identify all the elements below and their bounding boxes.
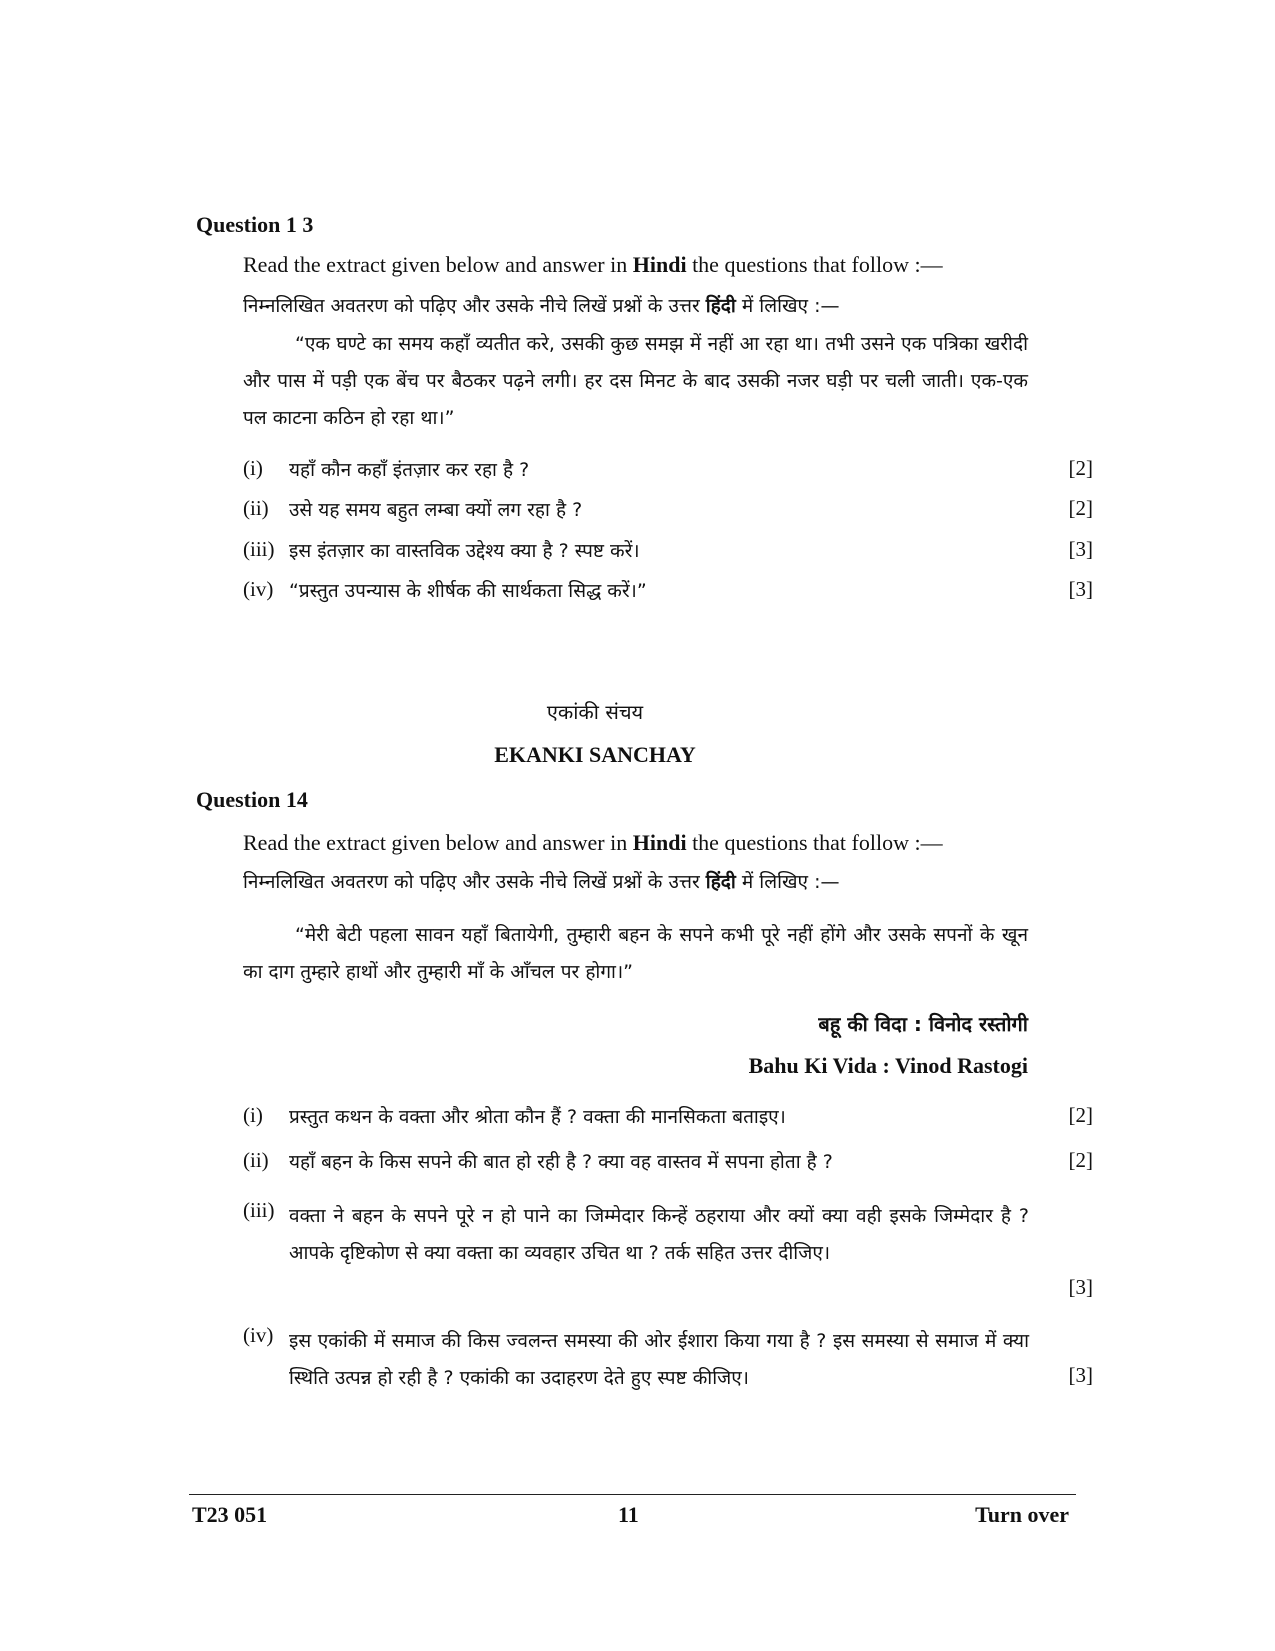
- section-title-english: EKANKI SANCHAY: [494, 742, 696, 767]
- question-text: यहाँ बहन के किस सपने की बात हो रही है ? क्या वह वास्तव में सपना होता है ?: [289, 1151, 833, 1173]
- paper-code: T23 051: [192, 1502, 268, 1527]
- question-text: “प्रस्तुत उपन्यास के शीर्षक की सार्थकता सिद्ध करें।”: [289, 580, 647, 602]
- question-13-heading: Question 1 3: [196, 212, 314, 237]
- question-text: प्रस्तुत कथन के वक्ता और श्रोता कौन हैं ? वक्ता की मानसिकता बताइए।: [289, 1106, 786, 1128]
- question-marks: [2]: [1068, 456, 1093, 480]
- question-marks: [2]: [1068, 1103, 1093, 1127]
- question-number: (ii): [243, 1148, 269, 1172]
- question-number: (iv): [243, 1323, 274, 1347]
- question-number: (iv): [243, 577, 274, 601]
- question-number: (i): [243, 1103, 263, 1127]
- question-text: इस इंतज़ार का वास्तविक उद्देश्य क्या है ? स्पष्ट करें।: [289, 540, 640, 562]
- question-marks: [2]: [1068, 1148, 1093, 1172]
- question-14-item: [243, 1148, 1093, 1178]
- question-14-passage: “मेरी बेटी पहला सावन यहाँ बितायेगी, तुम्हारी बहन के सपने कभी पूरे नहीं होंगे और उसके सपनों के खून का दाग तुम्हारे हाथों और तुम्हारी माँ के आँचल पर होगा।”: [243, 924, 1028, 983]
- question-text: वक्ता ने बहन के सपने पूरे न हो पाने का जिम्मेदार किन्हें ठहराया और क्यों क्या वही इसके जिम्मेदार है ? आपके दृष्टिकोण से क्या वक्ता का व्यवहार उचित था ? तर्क सहित उत्तर दीजिए।: [289, 1205, 1029, 1264]
- question-13-item: [243, 496, 1093, 526]
- question-13-item: [243, 577, 1093, 607]
- question-marks: [3]: [1068, 1363, 1093, 1387]
- question-marks: [3]: [1068, 1275, 1093, 1299]
- question-14-heading: Question 14: [196, 787, 308, 812]
- question-text: इस एकांकी में समाज की किस ज्वलन्त समस्या की ओर ईशारा किया गया है ? इस समस्या से समाज में क्या स्थिति उत्पन्न हो रही है ? एकांकी का उदाहरण देते हुए स्पष्ट कीजिए।: [289, 1330, 1029, 1389]
- question-13-item: [243, 537, 1093, 567]
- source-attribution-hindi: बहू की विदा : विनोद रस्तोगी: [818, 1012, 1028, 1036]
- question-14-instruction-hi: निम्नलिखित अवतरण को पढ़िए और उसके नीचे लिखें प्रश्नों के उत्तर हिंदी में लिखिए :—: [243, 871, 840, 893]
- question-number: (iii): [243, 537, 275, 561]
- footer-divider: [189, 1494, 1076, 1495]
- question-14-item: [243, 1103, 1093, 1133]
- question-number: (i): [243, 456, 263, 480]
- question-14-instruction-en: Read the extract given below and answer in Hindi the questions that follow :—: [243, 830, 943, 855]
- question-13-instruction-en: Read the extract given below and answer in Hindi the questions that follow :—: [243, 252, 943, 277]
- section-title-hindi: एकांकी संचय: [546, 700, 644, 724]
- question-marks: [3]: [1068, 577, 1093, 601]
- question-14-item: [243, 1198, 1093, 1313]
- question-13-item: [243, 456, 1093, 486]
- question-13-instruction-hi: निम्नलिखित अवतरण को पढ़िए और उसके नीचे लिखें प्रश्नों के उत्तर हिंदी में लिखिए :—: [243, 295, 840, 317]
- question-marks: [3]: [1068, 537, 1093, 561]
- question-text: उसे यह समय बहुत लम्बा क्यों लग रहा है ?: [289, 499, 583, 521]
- question-number: (ii): [243, 496, 269, 520]
- page-number: 11: [618, 1502, 639, 1527]
- question-marks: [2]: [1068, 496, 1093, 520]
- source-attribution-english: Bahu Ki Vida : Vinod Rastogi: [748, 1053, 1028, 1078]
- question-number: (iii): [243, 1198, 275, 1222]
- question-14-item: [243, 1323, 1093, 1401]
- turn-over-note: Turn over: [975, 1502, 1069, 1527]
- question-13-passage: “एक घण्टे का समय कहाँ व्यतीत करे, उसकी कुछ समझ में नहीं आ रहा था। तभी उसने एक पत्रिका खरीदी और पास में पड़ी एक बेंच पर बैठकर पढ़ने लगी। हर दस मिनट के बाद उसकी नजर घड़ी पर चली जाती। एक-एक पल काटना कठिन हो रहा था।”: [243, 333, 1028, 429]
- question-text: यहाँ कौन कहाँ इंतज़ार कर रहा है ?: [289, 459, 530, 481]
